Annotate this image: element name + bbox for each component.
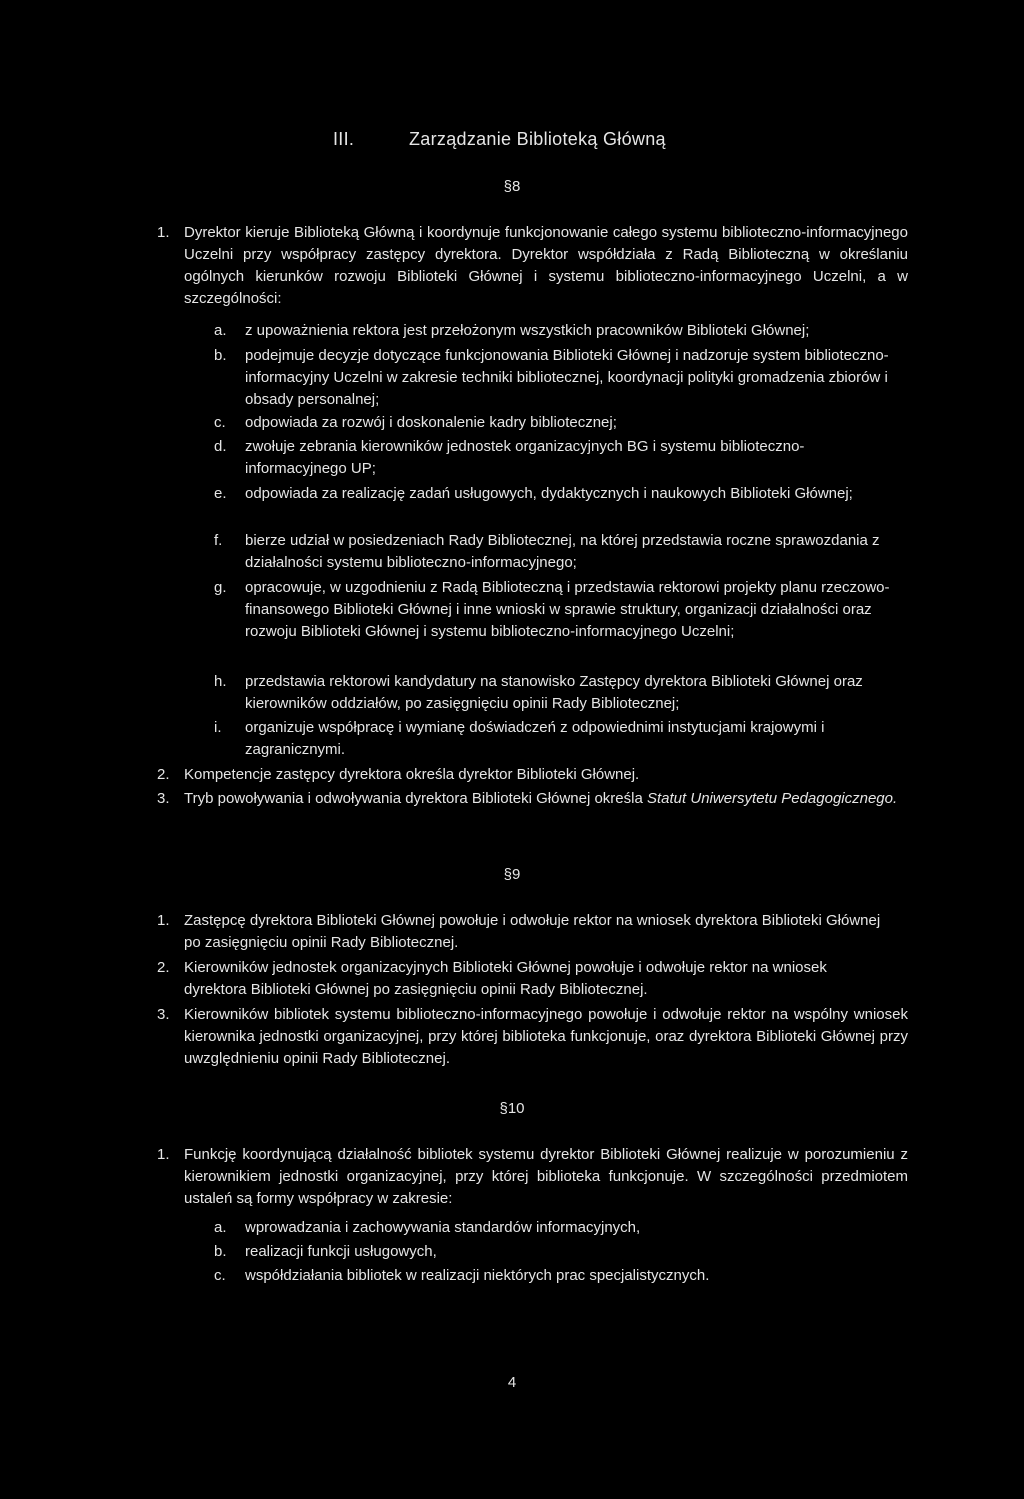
s8-item-b-text: podejmuje decyzje dotyczące funkcjonowania Biblioteki Głównej i nadzoruje system biblioteczno-informacyjny Uczelni w zakresie techniki bibliotecznej, koordynacji polityki gromadzenia zbiorów i obsady personalnej; (245, 347, 889, 408)
s8-item-d-text: zwołuje zebrania kierowników jednostek organizacyjnych BG i systemu biblioteczno-informacyjnego UP; (245, 438, 805, 477)
section-heading-9: §9 (503, 866, 521, 883)
s8-item-i-letter: i. (214, 719, 222, 736)
chapter-number: III. (333, 129, 355, 149)
s8-item-h-text: przedstawia rektorowi kandydatury na stanowisko Zastępcy dyrektora Biblioteki Głównej oraz kierowników oddziałów, po zasięgnięciu opinii Rady Bibliotecznej; (245, 673, 863, 712)
s8-item-c-text: odpowiada za rozwój i doskonalenie kadry bibliotecznej; (245, 414, 617, 431)
s8-item-h-letter: h. (214, 673, 227, 690)
s10-item-a-text: wprowadzania i zachowywania standardów informacyjnych, (245, 1219, 641, 1236)
s10-item-c-letter: c. (214, 1267, 226, 1284)
s8-item-c-letter: c. (214, 414, 226, 431)
s8-p3-plain: Tryb powoływania i odwoływania dyrektora Biblioteki Głównej określa (184, 790, 647, 807)
s8-item-a-letter: a. (214, 322, 227, 339)
section-heading-8: §8 (503, 178, 521, 195)
s9-item-1-text: Zastępcę dyrektora Biblioteki Głównej powołuje i odwołuje rektor na wniosek dyrektora Biblioteki Głównej po zasięgnięciu opinii Rady Bibliotecznej. (184, 912, 881, 951)
s10-item-c-text: współdziałania bibliotek w realizacji niektórych prac specjalistycznych. (245, 1267, 710, 1284)
s10-p1-intro: Funkcję koordynującą działalność bibliotek systemu dyrektor Biblioteki Głównej realizuje w porozumieniu z kierownikiem jednostki organizacyjnej, przy której biblioteka funkcjonuje. W szczególności przedmiotem ustaleń są formy współpracy w zakresie: (184, 1146, 908, 1207)
s8-p3-text (184, 788, 908, 810)
s8-item-i-text: organizuje współpracę i wymianę doświadczeń z odpowiednimi instytucjami krajowymi i zagranicznymi. (245, 719, 825, 758)
s8-p2-number: 2. (157, 766, 170, 783)
s8-item-a-text: z upoważnienia rektora jest przełożonym wszystkich pracowników Biblioteki Głównej; (245, 322, 810, 339)
s9-item-2-number: 2. (157, 959, 170, 976)
s8-item-f-letter: f. (214, 532, 223, 549)
s9-item-1-number: 1. (157, 912, 170, 929)
s8-item-d-letter: d. (214, 438, 227, 455)
section-heading-10: §10 (499, 1100, 525, 1117)
s8-p3-statute-title: Statut Uniwersytetu Pedagogicznego. (647, 790, 898, 807)
s10-item-b-text: realizacji funkcji usługowych, (245, 1243, 437, 1260)
s8-p3-number: 3. (157, 790, 170, 807)
s9-item-2-text: Kierowników jednostek organizacyjnych Biblioteki Głównej powołuje i odwołuje rektor na wniosek dyrektora Biblioteki Głównej po zasięgnięciu opinii Rady Bibliotecznej. (184, 959, 827, 998)
s8-item-b-letter: b. (214, 347, 227, 364)
chapter-title (333, 128, 666, 150)
s10-item-a-letter: a. (214, 1219, 227, 1236)
s8-p1-intro: Dyrektor kieruje Biblioteką Główną i koordynuje funkcjonowanie całego systemu biblioteczno-informacyjnego Uczelni przy współpracy zastępcy dyrektora. Dyrektor współdziała z Radą Biblioteczną w określaniu ogólnych kierunków rozwoju Biblioteki Głównej i systemu biblioteczno-informacyjnego Uczelni, a w szczególności: (184, 224, 908, 307)
s8-item-f-text: bierze udział w posiedzeniach Rady Bibliotecznej, na której przedstawia roczne sprawozdania z działalności systemu biblioteczno-informacyjnego; (245, 532, 880, 571)
s8-item-e-text: odpowiada za realizację zadań usługowych, dydaktycznych i naukowych Biblioteki Głównej; (245, 485, 853, 502)
s10-item-b-letter: b. (214, 1243, 227, 1260)
s8-item-g-text: opracowuje, w uzgodnieniu z Radą Biblioteczną i przedstawia rektorowi projekty planu rzeczowo-finansowego Biblioteki Głównej i inne wnioski w sprawie struktury, organizacji działalności oraz rozwoju Biblioteki Głównej i systemu biblioteczno-informacyjnego Uczelni; (245, 579, 890, 640)
chapter-title-text: Zarządzanie Biblioteką Główną (409, 129, 666, 149)
s8-p2-text: Kompetencje zastępcy dyrektora określa dyrektor Biblioteki Głównej. (184, 766, 640, 783)
s9-item-3-number: 3. (157, 1006, 170, 1023)
s8-item-e-letter: e. (214, 485, 227, 502)
s8-p1-number: 1. (157, 224, 170, 241)
s10-p1-number: 1. (157, 1146, 170, 1163)
s8-item-g-letter: g. (214, 579, 227, 596)
page-number: 4 (507, 1374, 517, 1391)
s9-item-3-text: Kierowników bibliotek systemu biblioteczno-informacyjnego powołuje i odwołuje rektor na wspólny wniosek kierownika jednostki organizacyjnej, przy której biblioteka funkcjonuje, oraz dyrektora Biblioteki Głównej przy uwzględnieniu opinii Rady Bibliotecznej. (184, 1006, 908, 1067)
